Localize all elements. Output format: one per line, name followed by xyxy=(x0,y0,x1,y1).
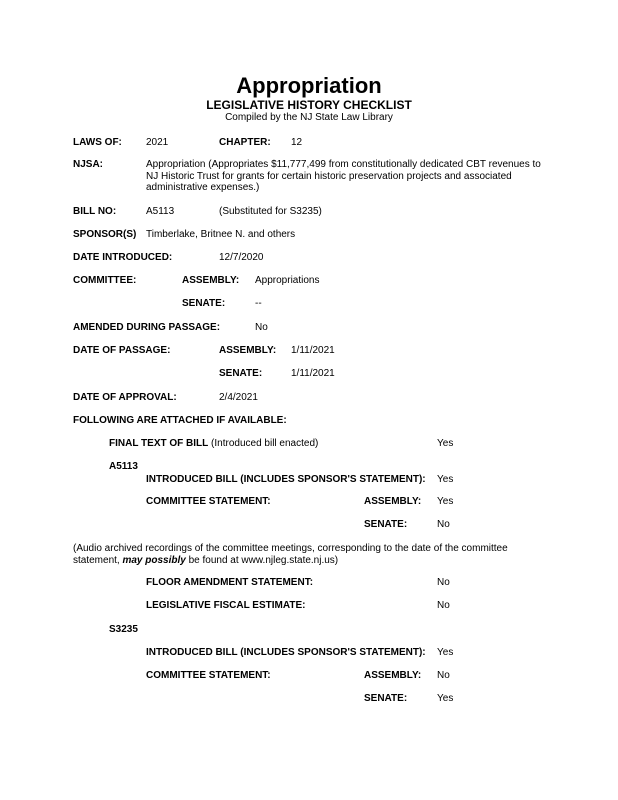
passage-assembly-label: ASSEMBLY: xyxy=(219,345,277,356)
audio-note-part2: be found at www.njleg.state.nj.us) xyxy=(185,554,339,566)
floor-amendment-label: FLOOR AMENDMENT STATEMENT: xyxy=(146,577,314,588)
amended-value: No xyxy=(255,322,268,333)
passage-label: DATE OF PASSAGE: xyxy=(73,345,171,356)
s3235-introduced-value: Yes xyxy=(437,647,454,658)
a5113-introduced-value: Yes xyxy=(437,474,454,485)
final-text-label-bold: FINAL TEXT OF BILL xyxy=(109,438,209,449)
committee-senate-label: SENATE: xyxy=(182,298,226,309)
committee-assembly-value: Appropriations xyxy=(255,275,320,286)
laws-of-label: LAWS OF: xyxy=(73,137,122,148)
laws-of-value: 2021 xyxy=(146,137,169,148)
njsa-value: Appropriation (Appropriates $11,777,499 from constitutionally dedicated CBT revenues to NJ Historic Trust for grants for certain historic preservation projects and associated administrative expenses.) xyxy=(146,159,541,193)
passage-assembly-value: 1/11/2021 xyxy=(291,345,335,356)
final-text-label-rest: (Introduced bill enacted) xyxy=(208,438,319,449)
sponsors-value: Timberlake, Britnee N. and others xyxy=(146,229,296,240)
date-introduced-value: 12/7/2020 xyxy=(219,252,264,263)
sponsors-label: SPONSOR(S) xyxy=(73,229,137,240)
s3235-assembly-label: ASSEMBLY: xyxy=(364,670,422,681)
a5113-senate-value: No xyxy=(437,519,450,530)
audio-note-part1: (Audio archived recordings of the committee meetings, corresponding to the date of the committee statement, xyxy=(73,543,508,566)
page-title: Appropriation xyxy=(236,73,382,98)
s3235-senate-label: SENATE: xyxy=(364,693,408,704)
chapter-value: 12 xyxy=(291,137,303,148)
approval-label: DATE OF APPROVAL: xyxy=(73,392,177,403)
a5113-senate-label: SENATE: xyxy=(364,519,408,530)
audio-note xyxy=(73,543,543,566)
a5113-committee-label: COMMITTEE STATEMENT: xyxy=(146,496,271,507)
passage-senate-value: 1/11/2021 xyxy=(291,368,335,379)
s3235-heading: S3235 xyxy=(109,624,138,635)
bill-no-label: BILL NO: xyxy=(73,206,117,217)
audio-note-emphasis: may possibly xyxy=(122,554,186,566)
a5113-introduced-label: INTRODUCED BILL (INCLUDES SPONSOR'S STATEMENT): xyxy=(146,474,426,485)
page-subtitle: LEGISLATIVE HISTORY CHECKLIST xyxy=(206,98,412,112)
final-text-label xyxy=(109,438,318,450)
approval-value: 2/4/2021 xyxy=(219,392,258,403)
a5113-assembly-value: Yes xyxy=(437,496,454,507)
s3235-assembly-value: No xyxy=(437,670,450,681)
chapter-label: CHAPTER: xyxy=(219,137,271,148)
a5113-assembly-label: ASSEMBLY: xyxy=(364,496,422,507)
bill-substituted-note: (Substituted for S3235) xyxy=(219,206,322,217)
final-text-value: Yes xyxy=(437,438,454,449)
committee-senate-value: -- xyxy=(255,298,262,309)
compiled-by: Compiled by the NJ State Law Library xyxy=(225,112,393,123)
date-introduced-label: DATE INTRODUCED: xyxy=(73,252,173,263)
attached-heading: FOLLOWING ARE ATTACHED IF AVAILABLE: xyxy=(73,415,287,426)
committee-assembly-label: ASSEMBLY: xyxy=(182,275,240,286)
njsa-label: NJSA: xyxy=(73,159,104,170)
s3235-introduced-label: INTRODUCED BILL (INCLUDES SPONSOR'S STATEMENT): xyxy=(146,647,426,658)
floor-amendment-value: No xyxy=(437,577,450,588)
committee-label: COMMITTEE: xyxy=(73,275,137,286)
fiscal-estimate-value: No xyxy=(437,600,450,611)
passage-senate-label: SENATE: xyxy=(219,368,263,379)
s3235-senate-value: Yes xyxy=(437,693,454,704)
fiscal-estimate-label: LEGISLATIVE FISCAL ESTIMATE: xyxy=(146,600,306,611)
s3235-committee-label: COMMITTEE STATEMENT: xyxy=(146,670,271,681)
a5113-heading: A5113 xyxy=(109,461,138,472)
amended-label: AMENDED DURING PASSAGE: xyxy=(73,322,221,333)
bill-no-value: A5113 xyxy=(146,206,175,217)
